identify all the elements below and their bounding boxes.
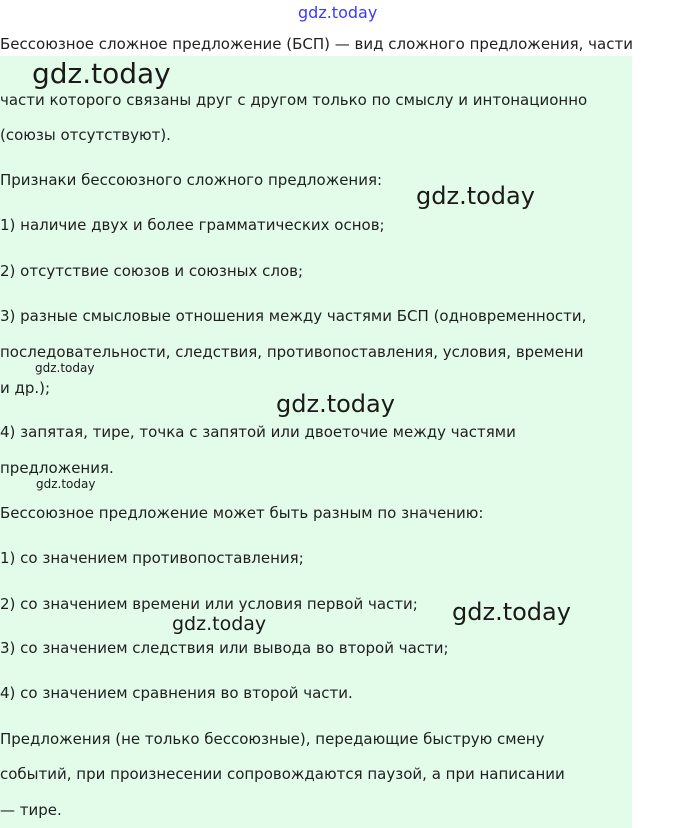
watermark-large-1: gdz.today bbox=[32, 57, 171, 90]
text-line-15: 3) со значением следствия или вывода во второй части; bbox=[0, 639, 449, 657]
text-line-1: Бессоюзное сложное предложение (БСП) — вид сложного предложения, части bbox=[0, 35, 633, 53]
watermark-large-3: gdz.today bbox=[276, 390, 395, 418]
text-line-17: Предложения (не только бессоюзные), передающие быструю смену bbox=[0, 730, 545, 748]
text-line-9: и др.); bbox=[0, 379, 51, 397]
watermark-large-2: gdz.today bbox=[416, 182, 535, 210]
text-line-2: части которого связаны друг с другом только по смыслу и интонационно bbox=[0, 91, 588, 109]
text-line-16: 4) со значением сравнения во второй части. bbox=[0, 684, 353, 702]
watermark-medium-1: gdz.today bbox=[172, 613, 267, 635]
text-line-12: Бессоюзное предложение может быть разным по значению: bbox=[0, 504, 484, 522]
text-line-3: (союзы отсутствуют). bbox=[0, 126, 171, 144]
watermark-top: gdz.today bbox=[298, 3, 378, 22]
text-line-4: Признаки бессоюзного сложного предложения: bbox=[0, 171, 383, 189]
text-line-10: 4) запятая, тире, точка с запятой или двоеточие между частями bbox=[0, 423, 516, 441]
watermark-large-4: gdz.today bbox=[452, 598, 571, 626]
text-line-6: 2) отсутствие союзов и союзных слов; bbox=[0, 262, 304, 280]
text-line-7: 3) разные смысловые отношения между частями БСП (одновременности, bbox=[0, 307, 587, 325]
text-line-14: 2) со значением времени или условия первой части; bbox=[0, 595, 418, 613]
text-line-18: событий, при произнесении сопровождаются паузой, а при написании bbox=[0, 765, 565, 783]
text-line-8: последовательности, следствия, противопоставления, условия, времени bbox=[0, 343, 584, 361]
text-line-13: 1) со значением противопоставления; bbox=[0, 549, 304, 567]
text-line-5: 1) наличие двух и более грамматических основ; bbox=[0, 216, 385, 234]
text-line-11: предложения. bbox=[0, 459, 114, 477]
text-line-19: — тире. bbox=[0, 801, 62, 819]
watermark-small-1: gdz.today bbox=[35, 361, 95, 375]
watermark-small-2: gdz.today bbox=[36, 477, 96, 491]
